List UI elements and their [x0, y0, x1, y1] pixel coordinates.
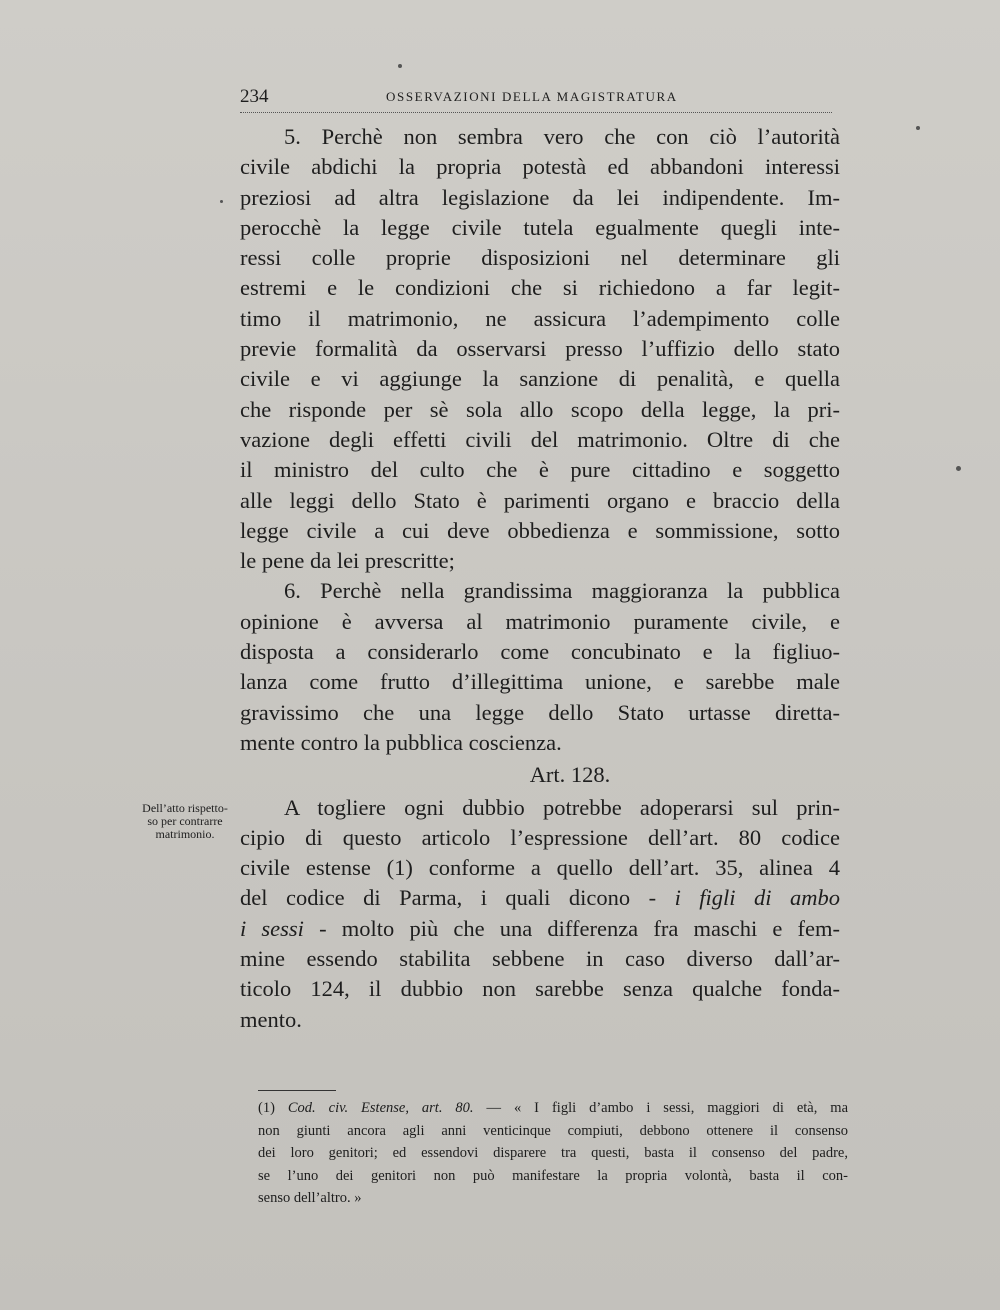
footnote-marker: (1): [258, 1100, 275, 1116]
margin-note-line: so per contrarre: [147, 814, 223, 828]
text-line: previe formalità da osservarsi presso l’uffizio dello stato: [240, 336, 840, 362]
footnote-line: se l’uno dei genitori non può manifestare la propria volontà, basta il con-: [258, 1167, 848, 1184]
text-line: disposta a considerarlo come concubinato e la figliuo-: [240, 639, 840, 665]
text-line: A togliere ogni dubbio potrebbe adoperarsi sul prin-: [284, 794, 840, 820]
text-line: mente contro la pubblica coscienza.: [240, 729, 562, 755]
text-line-with-quote: [240, 883, 840, 913]
text-line: estremi e le condizioni che si richiedono a far legit-: [240, 275, 840, 301]
text-line: timo il matrimonio, ne assicura l’adempimento colle: [240, 305, 840, 331]
margin-note-line: Dell’atto rispetto-: [142, 801, 228, 815]
text-line: lanza come frutto d’illegittima unione, e sarebbe male: [240, 669, 840, 695]
italic-quote: - i figli di ambo: [648, 885, 841, 911]
text-line: cipio di questo articolo l’espressione dell’art. 80 codice: [240, 824, 840, 850]
footnote-source: Cod. civ. Estense, art. 80.: [287, 1100, 474, 1116]
text-line: legge civile a cui deve obbedienza e sommissione, sotto: [240, 517, 840, 543]
text-line: ressi colle proprie disposizioni nel determinare gli: [240, 245, 840, 271]
paper-speck: [956, 466, 961, 471]
text-line: che risponde per sè sola allo scopo della legge, la pri-: [240, 396, 840, 422]
margin-note-line: matrimonio.: [155, 827, 215, 841]
footnote-rule: [258, 1090, 336, 1091]
text-line: 6. Perchè nella grandissima maggioranza la pubblica: [284, 578, 840, 604]
text-line: ticolo 124, il dubbio non sarebbe senza qualche fonda-: [240, 976, 840, 1002]
footnote: [258, 1097, 848, 1210]
main-text: [240, 122, 840, 1035]
footnote-line: senso dell’altro. »: [258, 1190, 362, 1206]
text-segment: del codice di Parma, i quali dicono: [240, 885, 631, 911]
margin-note: [130, 802, 240, 841]
page-header: [240, 86, 832, 113]
text-line: mine essendo stabilita sebbene in caso diverso dall’ar-: [240, 946, 840, 972]
text-line: vazione degli effetti civili del matrimonio. Oltre di che: [240, 426, 840, 452]
text-line: preziosi ad altra legislazione da lei indipendente. Im-: [240, 184, 840, 210]
text-line: le pene da lei prescritte;: [240, 548, 455, 574]
text-segment: - molto più che una differenza fra maschi e fem-: [319, 915, 841, 941]
paper-speck: [398, 64, 402, 68]
footnote-line: [258, 1097, 848, 1120]
text-line: civile abdichi la propria potestà ed abbandoni interessi: [240, 154, 840, 180]
paper-speck: [220, 200, 223, 203]
paper-speck: [916, 126, 920, 130]
text-line-with-quote: [240, 914, 840, 944]
text-line: mento.: [240, 1006, 302, 1032]
text-line: civile e vi aggiunge la sanzione di penalità, e quella: [240, 366, 840, 392]
text-line: alle leggi dello Stato è parimenti organo e braccio della: [240, 487, 840, 513]
page-number: 234: [240, 86, 269, 107]
text-line: civile estense (1) conforme a quello dell’art. 35, alinea 4: [240, 855, 840, 881]
text-line: gravissimo che una legge dello Stato urtasse diretta-: [240, 699, 840, 725]
footnote-line: dei loro genitori; ed essendovi disparere tra questi, basta il consenso del padre,: [258, 1145, 848, 1161]
text-line: opinione è avversa al matrimonio puramente civile, e: [240, 608, 840, 634]
text-line: il ministro del culto che è pure cittadino e soggetto: [240, 457, 840, 483]
text-line: 5. Perchè non sembra vero che con ciò l’autorità: [284, 124, 840, 149]
text-line: perocchè la legge civile tutela egualmente quegli inte-: [240, 214, 840, 240]
running-title: OSSERVAZIONI DELLA MAGISTRATURA: [386, 89, 678, 104]
italic-quote: i sessi: [240, 915, 304, 941]
footnote-text: — « I figli d’ambo i sessi, maggiori di età, ma: [486, 1100, 849, 1116]
footnote-line: non giunti ancora agli anni venticinque compiuti, debbono ottenere il consenso: [258, 1122, 848, 1139]
article-heading: Art. 128.: [529, 762, 611, 788]
